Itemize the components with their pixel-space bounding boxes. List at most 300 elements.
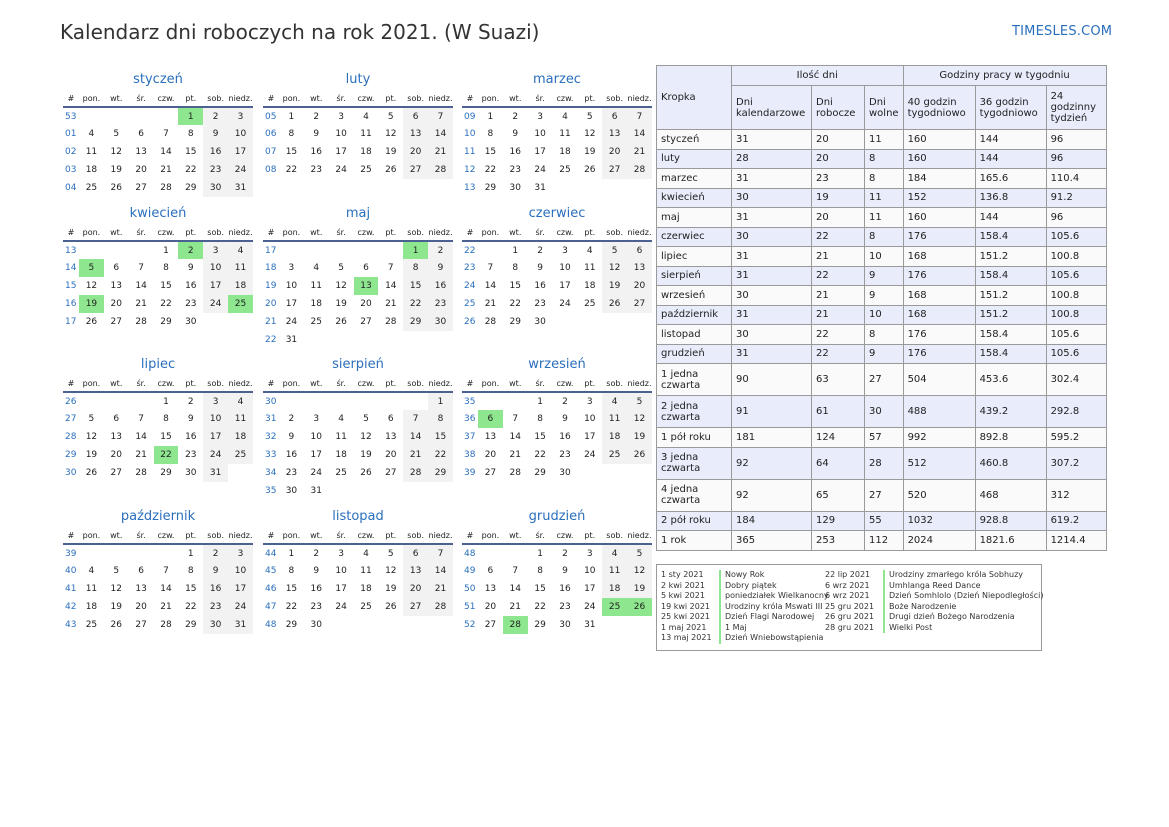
stats-cell: 91: [732, 396, 812, 428]
day-cell: 29: [403, 313, 428, 331]
day-cell: 29: [534, 620, 546, 630]
day-cell: 17: [559, 281, 571, 291]
day-cell: 18: [228, 428, 253, 446]
day-cell: 30: [203, 616, 228, 634]
stats-row: [657, 511, 1107, 531]
day-cell: 17: [534, 147, 546, 157]
day-cell: 9: [203, 125, 228, 143]
weekday-header: pt.: [378, 90, 403, 107]
holiday-date: 22 lip 2021: [825, 570, 871, 579]
day-cell: 27: [484, 620, 497, 630]
week-row: [462, 464, 652, 482]
stats-row: [657, 266, 1107, 286]
day-cell: [79, 392, 104, 410]
stats-cell: 158.4: [975, 227, 1046, 247]
day-cell: 27: [403, 161, 428, 179]
week-row: [63, 580, 253, 598]
day-cell: [403, 616, 428, 634]
month-calendar: [63, 357, 253, 482]
day-cell: 21: [403, 446, 428, 464]
stats-cell: 253: [812, 531, 865, 551]
holiday-name: Wielki Post: [883, 623, 932, 634]
day-cell: 9: [313, 129, 320, 139]
day-cell: 29: [160, 317, 172, 327]
weekday-header: pt.: [378, 224, 403, 241]
day-cell: 16: [428, 277, 453, 295]
day-cell: 22: [285, 602, 298, 612]
day-cell: [503, 544, 528, 562]
day-cell: 26: [627, 446, 652, 464]
weekday-header: pon.: [279, 375, 304, 392]
stats-cell: 504: [903, 364, 975, 396]
week-number: 39: [464, 468, 476, 478]
day-cell: 7: [428, 544, 453, 562]
day-cell: 30: [534, 317, 546, 327]
week-number: 29: [65, 450, 77, 460]
stats-cell: 365: [732, 531, 812, 551]
stats-cell: 151.2: [975, 247, 1046, 267]
day-cell: 15: [534, 432, 546, 442]
day-cell: 1: [512, 245, 519, 256]
day-cell: 20: [360, 299, 372, 309]
day-cell: 3: [537, 111, 543, 122]
weekday-header: niedz.: [228, 224, 253, 241]
weekday-header: pon.: [279, 224, 304, 241]
weekday-header: śr.: [528, 375, 553, 392]
day-cell: 7: [138, 414, 144, 424]
stats-row: [657, 169, 1107, 189]
day-cell: [203, 313, 228, 331]
week-number: 08: [265, 165, 277, 175]
stats-cell: 20: [812, 130, 865, 150]
stats-cell: 100.8: [1046, 305, 1106, 325]
day-cell: [104, 241, 129, 259]
day-cell: 16: [559, 432, 571, 442]
week-number: 09: [464, 111, 476, 122]
day-cell: 19: [584, 147, 596, 157]
day-cell: [228, 464, 253, 482]
week-number: 13: [65, 245, 77, 256]
day-cell: 21: [160, 165, 172, 175]
stats-cell: 27: [865, 479, 904, 511]
week-row: [462, 179, 652, 197]
stats-cell: 31: [732, 266, 812, 286]
day-cell: 26: [602, 295, 627, 313]
week-number: 13: [464, 183, 476, 193]
stats-cell: 105.6: [1046, 344, 1106, 364]
day-cell: 25: [360, 165, 372, 175]
day-cell: 22: [484, 165, 497, 175]
stats-cell: 19: [812, 188, 865, 208]
stats-cell: 96: [1046, 130, 1106, 150]
stats-cell: 105.6: [1046, 325, 1106, 345]
day-cell: 9: [428, 259, 453, 277]
day-cell: 26: [385, 602, 397, 612]
day-cell: 2: [562, 548, 568, 559]
day-cell: 4: [338, 414, 344, 424]
holiday-date: 6 wrz 2021: [825, 591, 870, 600]
month-name: marzec: [533, 72, 581, 87]
holiday-entry: [661, 602, 829, 613]
stats-cell: 2 pół roku: [657, 511, 732, 531]
week-row: [63, 295, 253, 313]
day-cell: 25: [85, 183, 98, 193]
day-cell: 13: [110, 281, 122, 291]
weekday-header: pon.: [478, 375, 503, 392]
day-cell: 26: [385, 165, 397, 175]
brand-link[interactable]: TIMESLES.COM: [1012, 24, 1113, 39]
day-cell: 28: [509, 468, 521, 478]
day-cell: 9: [187, 414, 194, 424]
day-cell: 5: [627, 392, 652, 410]
day-cell: 29: [484, 183, 497, 193]
day-cell: 25: [602, 598, 627, 616]
day-cell: 20: [403, 143, 428, 161]
day-cell: [104, 392, 129, 410]
week-number: 39: [65, 548, 77, 559]
weekday-header: czw.: [154, 90, 179, 107]
day-cell: 10: [534, 129, 546, 139]
day-cell: [304, 392, 329, 410]
day-cell: 27: [110, 468, 122, 478]
weekday-header: pt.: [178, 224, 203, 241]
day-cell: [104, 544, 129, 562]
stats-cell: 30: [732, 227, 812, 247]
stats-cell: 144: [975, 149, 1046, 169]
holiday-name: Boże Narodzenie: [883, 602, 956, 613]
day-cell: 14: [135, 281, 147, 291]
day-cell: 31: [228, 616, 253, 634]
day-cell: 5: [586, 111, 593, 122]
day-cell: 24: [584, 602, 596, 612]
day-cell: 23: [203, 598, 228, 616]
day-cell: 5: [79, 259, 104, 277]
day-cell: 3: [203, 241, 228, 259]
stats-cell: 21: [812, 247, 865, 267]
week-row: [263, 331, 453, 349]
holiday-entry: [661, 591, 829, 602]
day-cell: 4: [363, 111, 369, 122]
day-cell: 6: [403, 107, 428, 125]
day-cell: [577, 464, 602, 482]
weekday-header: wt.: [304, 527, 329, 544]
day-cell: 8: [163, 263, 169, 273]
weekday-header: czw.: [154, 375, 179, 392]
day-cell: 26: [627, 598, 652, 616]
day-cell: 16: [559, 584, 571, 594]
day-cell: 12: [385, 129, 397, 139]
stats-cell: 28: [732, 149, 812, 169]
weekday-header: sob.: [602, 527, 627, 544]
day-cell: 1: [288, 111, 295, 122]
day-cell: 16: [310, 147, 322, 157]
day-cell: 21: [627, 143, 652, 161]
day-cell: 27: [403, 598, 428, 616]
day-cell: 6: [403, 544, 428, 562]
day-cell: [602, 179, 627, 197]
day-cell: 2: [562, 396, 568, 407]
day-cell: 6: [487, 566, 494, 576]
stats-cell: 439.2: [975, 396, 1046, 428]
holiday-entry: [661, 623, 829, 634]
day-cell: 2: [203, 107, 228, 125]
day-cell: 18: [228, 277, 253, 295]
day-cell: 14: [135, 432, 147, 442]
day-cell: 8: [163, 414, 169, 424]
stats-cell: 10: [865, 305, 904, 325]
day-cell: 19: [110, 602, 122, 612]
weekday-header: sob.: [403, 375, 428, 392]
stats-cell: 21: [812, 286, 865, 306]
holiday-name: Umhlanga Reed Dance: [883, 581, 981, 592]
stats-cell: styczeń: [657, 130, 732, 150]
day-cell: 20: [403, 580, 428, 598]
day-cell: 8: [288, 566, 295, 576]
week-row: [263, 562, 453, 580]
day-cell: 30: [185, 468, 197, 478]
week-row: [263, 446, 453, 464]
day-cell: 29: [509, 317, 521, 327]
stats-cell: 31: [732, 208, 812, 228]
weekday-header: #: [263, 90, 279, 107]
day-cell: 22: [185, 602, 197, 612]
stats-row: [657, 479, 1107, 511]
day-cell: 17: [335, 584, 347, 594]
day-cell: 24: [310, 468, 322, 478]
month-name: czerwiec: [528, 206, 586, 221]
week-row: [462, 410, 652, 428]
stats-cell: 30: [732, 188, 812, 208]
weekday-header: czw.: [154, 527, 179, 544]
day-cell: 28: [428, 161, 453, 179]
day-cell: 28: [135, 317, 147, 327]
day-cell: 13: [385, 432, 397, 442]
day-cell: 13: [403, 562, 428, 580]
weekday-header: śr.: [528, 90, 553, 107]
day-cell: [553, 313, 578, 331]
day-cell: 29: [185, 620, 197, 630]
day-cell: 12: [584, 129, 596, 139]
stats-row: [657, 344, 1107, 364]
week-number: 36: [464, 414, 476, 424]
holiday-name: Nowy Rok: [719, 570, 764, 581]
day-cell: 17: [335, 147, 347, 157]
day-cell: 19: [602, 277, 627, 295]
month-calendar: [462, 357, 652, 482]
day-cell: [154, 107, 179, 125]
weekday-header: pon.: [79, 375, 104, 392]
day-cell: 19: [110, 165, 122, 175]
day-cell: 10: [310, 432, 322, 442]
stats-row: [657, 305, 1107, 325]
stats-cell: 158.4: [975, 344, 1046, 364]
stats-row: [657, 247, 1107, 267]
weekday-header: sob.: [203, 527, 228, 544]
day-cell: 28: [160, 183, 172, 193]
day-cell: 25: [228, 446, 253, 464]
stats-cell: 100.8: [1046, 247, 1106, 267]
day-cell: 10: [285, 281, 298, 291]
day-cell: 22: [403, 295, 428, 313]
week-row: [263, 295, 453, 313]
day-cell: 17: [285, 299, 298, 309]
weekday-header: #: [63, 527, 79, 544]
week-number: 18: [265, 263, 277, 273]
week-row: [462, 143, 652, 161]
day-cell: 4: [602, 392, 627, 410]
day-cell: 18: [85, 602, 98, 612]
day-cell: 27: [627, 295, 652, 313]
day-cell: 26: [85, 468, 98, 478]
stats-cell: 11: [865, 130, 904, 150]
weekday-header: wt.: [503, 527, 528, 544]
stats-cell: 22: [812, 227, 865, 247]
stats-cell: 460.8: [975, 447, 1046, 479]
day-cell: 16: [203, 143, 228, 161]
day-cell: 24: [228, 161, 253, 179]
day-cell: 27: [360, 317, 372, 327]
weekday-header: pt.: [378, 375, 403, 392]
day-cell: 1: [288, 548, 295, 559]
day-cell: [428, 482, 453, 500]
week-number: 48: [464, 548, 476, 559]
stats-cell: wrzesień: [657, 286, 732, 306]
day-cell: [329, 241, 354, 259]
month-calendar: [462, 206, 652, 331]
working-hours-table: [656, 65, 1107, 551]
day-cell: 26: [85, 317, 98, 327]
day-cell: 11: [602, 410, 627, 428]
stats-cell: 160: [903, 208, 975, 228]
week-row: [263, 143, 453, 161]
day-cell: [79, 107, 104, 125]
weekday-header: niedz.: [627, 375, 652, 392]
month-calendar: [462, 72, 652, 197]
day-cell: [378, 241, 403, 259]
day-cell: 28: [160, 620, 172, 630]
holiday-entry: [661, 581, 829, 592]
month-name: luty: [345, 72, 371, 87]
weekday-header: czw.: [354, 375, 379, 392]
stats-cell: 96: [1046, 208, 1106, 228]
day-cell: 4: [562, 111, 568, 122]
day-cell: [378, 331, 403, 349]
day-cell: 2: [203, 544, 228, 562]
day-cell: 14: [160, 147, 172, 157]
week-row: [63, 125, 253, 143]
day-cell: 22: [185, 165, 197, 175]
week-row: [263, 161, 453, 179]
day-cell: 1: [178, 107, 203, 125]
weekday-header: czw.: [154, 224, 179, 241]
day-cell: 24: [203, 446, 228, 464]
holiday-name: Urodziny zmarłego króla Sobhuzy: [883, 570, 1023, 581]
stats-cell: czerwiec: [657, 227, 732, 247]
day-cell: 8: [512, 263, 519, 273]
day-cell: 22: [534, 450, 546, 460]
day-cell: 16: [534, 281, 546, 291]
weekday-header: pt.: [577, 90, 602, 107]
stats-cell: 3 jedna czwarta: [657, 447, 732, 479]
day-cell: 20: [385, 450, 397, 460]
weekday-header: sob.: [403, 527, 428, 544]
day-cell: 5: [338, 263, 344, 273]
week-row: [263, 125, 453, 143]
stats-cell: 90: [732, 364, 812, 396]
weekday-header: wt.: [503, 224, 528, 241]
day-cell: 3: [288, 263, 295, 273]
day-cell: 30: [559, 620, 571, 630]
day-cell: 7: [512, 566, 519, 576]
day-cell: 10: [228, 562, 253, 580]
month-name: styczeń: [133, 72, 183, 87]
weekday-header: #: [263, 224, 279, 241]
weekday-header: pt.: [178, 527, 203, 544]
holiday-date: 25 gru 2021: [825, 601, 875, 611]
day-cell: 26: [110, 620, 122, 630]
day-cell: 20: [602, 143, 627, 161]
day-cell: 2: [187, 396, 194, 407]
holiday-name: 1 Maj: [719, 623, 747, 634]
day-cell: 20: [110, 299, 122, 309]
day-cell: 17: [584, 432, 596, 442]
day-cell: 23: [185, 450, 197, 460]
week-row: [462, 107, 652, 125]
weekday-header: wt.: [104, 375, 129, 392]
day-cell: 6: [113, 263, 120, 273]
stats-row: [657, 325, 1107, 345]
week-number: 27: [65, 414, 77, 424]
stats-cell: maj: [657, 208, 732, 228]
stats-cell: luty: [657, 149, 732, 169]
day-cell: 13: [135, 584, 147, 594]
day-cell: 7: [387, 263, 394, 273]
week-row: [63, 428, 253, 446]
holiday-name: Dzień Wniebowstąpienia: [719, 633, 823, 644]
weekday-header: niedz.: [428, 375, 453, 392]
header-36-hours: 36 godzin tygodniowo: [975, 86, 1046, 130]
day-cell: 19: [385, 147, 397, 157]
day-cell: 14: [509, 432, 521, 442]
stats-cell: 28: [865, 447, 904, 479]
week-row: [263, 482, 453, 500]
day-cell: 16: [285, 450, 298, 460]
day-cell: 15: [185, 147, 197, 157]
week-number: 40: [65, 566, 77, 576]
day-cell: 12: [85, 432, 98, 442]
day-cell: 8: [288, 129, 295, 139]
day-cell: 4: [88, 129, 95, 139]
day-cell: [478, 241, 503, 259]
day-cell: 10: [228, 125, 253, 143]
day-cell: 5: [387, 111, 394, 122]
day-cell: 6: [138, 566, 144, 576]
holiday-date: 6 wrz 2021: [825, 580, 870, 590]
day-cell: [104, 107, 129, 125]
day-cell: 30: [559, 468, 571, 478]
day-cell: 25: [310, 317, 322, 327]
day-cell: 7: [428, 107, 453, 125]
stats-cell: 619.2: [1046, 511, 1106, 531]
week-number: 48: [265, 620, 277, 630]
day-cell: 5: [113, 129, 120, 139]
week-number: 28: [65, 432, 77, 442]
day-cell: 2: [428, 241, 453, 259]
month-calendar: [462, 509, 652, 634]
day-cell: 3: [586, 548, 593, 559]
week-number: 22: [464, 245, 476, 256]
week-number: 19: [265, 281, 277, 291]
